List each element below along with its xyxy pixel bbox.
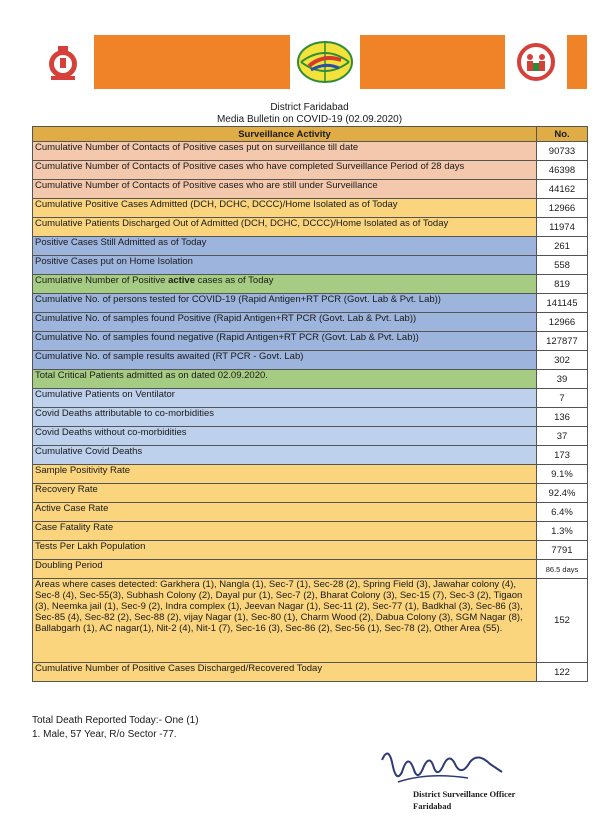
row-label: Cumulative Number of Contacts of Positive cases put on surveillance till date [33,142,537,161]
table-row [33,503,588,522]
table-row [33,560,588,579]
health-department-logo-icon [505,35,567,89]
table-row [33,579,588,663]
row-label: Cumulative Patients Discharged Out of Admitted (DCH, DCHC, DCCC)/Home Isolated as of Today [33,218,537,237]
row-value: 46398 [537,161,588,180]
signatory-title: District Surveillance Officer [413,789,516,799]
row-label: Cumulative Covid Deaths [33,446,537,465]
row-value: 12966 [537,313,588,332]
haryana-emblem-icon [32,35,94,89]
row-value: 141145 [537,294,588,313]
row-label: Total Critical Patients admitted as on dated 02.09.2020. [33,370,537,389]
table-row [33,180,588,199]
row-value: 6.4% [537,503,588,522]
table-row [33,294,588,313]
row-label: Cumulative No. of samples found negative (Rapid Antigen+RT PCR (Govt. Lab & Pvt. Lab)) [33,332,537,351]
table-row [33,199,588,218]
district-title: District Faridabad [270,102,349,113]
row-value: 261 [537,237,588,256]
table-row [33,465,588,484]
table-row [33,427,588,446]
row-label-part: Cumulative Number of Positive [35,275,169,286]
row-label [33,275,537,294]
row-value: 12966 [537,199,588,218]
table-row [33,313,588,332]
row-value: 7791 [537,541,588,560]
signatory [413,788,515,812]
signature-icon [378,742,508,792]
row-label: Covid Deaths attributable to co-morbidities [33,408,537,427]
table-row [33,275,588,294]
row-label: Cumulative No. of persons tested for COVID-19 (Rapid Antigen+RT PCR (Govt. Lab & Pvt. Lab)) [33,294,537,313]
table-row [33,161,588,180]
table-row [33,389,588,408]
row-value: 39 [537,370,588,389]
row-label: Cumulative Number of Contacts of Positive cases who have completed Surveillance Period of 28 days [33,161,537,180]
table-row [33,446,588,465]
row-label-bold: active [168,275,195,286]
death-report-detail: 1. Male, 57 Year, R/o Sector -77. [32,729,177,740]
bulletin-title [32,102,587,126]
row-label: Cumulative No. of sample results awaited (RT PCR - Govt. Lab) [33,351,537,370]
row-value: 302 [537,351,588,370]
column-header-activity: Surveillance Activity [33,127,537,142]
row-label: Recovery Rate [33,484,537,503]
table-row [33,663,588,682]
table-row [33,237,588,256]
row-value: 86.5 days [537,560,588,579]
row-label-part: cases as of Today [195,275,274,286]
bulletin-subtitle: Media Bulletin on COVID-19 (02.09.2020) [216,114,403,125]
row-label: Sample Positivity Rate [33,465,537,484]
table-row [33,332,588,351]
row-label: Doubling Period [33,560,537,579]
row-label: Cumulative Positive Cases Admitted (DCH, DCHC, DCCC)/Home Isolated as of Today [33,199,537,218]
column-header-no: No. [537,127,588,142]
table-row [33,370,588,389]
death-report [32,714,199,742]
row-value: 90733 [537,142,588,161]
globe-logo-icon [290,35,360,89]
signatory-place: Faridabad [413,801,452,811]
row-label: Positive Cases put on Home Isolation [33,256,537,275]
row-label: Cumulative No. of samples found Positive (Rapid Antigen+RT PCR (Govt. Lab & Pvt. Lab)) [33,313,537,332]
row-value: 7 [537,389,588,408]
row-value: 37 [537,427,588,446]
surveillance-table [32,126,588,682]
row-label: Tests Per Lakh Population [33,541,537,560]
row-value: 819 [537,275,588,294]
areas-detected-label: Areas where cases detected: Garkhera (1), Nangla (1), Sec-7 (1), Sec-28 (2), Spring Field (3), Jawahar colony (4), Sec-8 (4), Sec-55(3), Subhash Colony (2), Dayal pur (1), Sec-7 (2), Bharat Colony (3), Sec-15 (7), Sec-3 (2), Tigaon (3), Neemka jail (1), Sec-9 (2), Indra complex (1), Jeevan Nagar (1), Sec-11 (2), Sec-77 (1), Badkhal (3), Sec-86 (3), Sec-85 (4), Sec-82 (2), Sec-88 (2), vijay Nagar (1), Sec-80 (1), Charm Wood (2), Dabua Colony (3), SGM Nagar (8), Ballabgarh (1), AC nagar(1), Nit-2 (4), Nit-1 (7), Sec-16 (3), Sec-86 (2), Sec-56 (1), Sec-78 (2), Other Area (55). [33,579,537,663]
row-label: Cumulative Number of Contacts of Positive cases who are still under Surveillance [33,180,537,199]
table-row [33,218,588,237]
table-row [33,351,588,370]
table-header-row [33,127,588,142]
table-row [33,256,588,275]
row-label: Covid Deaths without co-morbidities [33,427,537,446]
row-value: 558 [537,256,588,275]
row-value: 173 [537,446,588,465]
row-label: Positive Cases Still Admitted as of Today [33,237,537,256]
row-value: 152 [537,579,588,663]
row-value: 44162 [537,180,588,199]
row-label: Active Case Rate [33,503,537,522]
row-value: 92.4% [537,484,588,503]
row-value: 127877 [537,332,588,351]
row-value: 1.3% [537,522,588,541]
row-value: 122 [537,663,588,682]
table-row [33,142,588,161]
row-label: Cumulative Patients on Ventilator [33,389,537,408]
row-value: 11974 [537,218,588,237]
table-row [33,522,588,541]
death-report-line: Total Death Reported Today:- One (1) [32,715,199,726]
row-value: 9.1% [537,465,588,484]
table-row [33,484,588,503]
row-value: 136 [537,408,588,427]
row-label: Case Fatality Rate [33,522,537,541]
row-label: Cumulative Number of Positive Cases Discharged/Recovered Today [33,663,537,682]
table-row [33,408,588,427]
table-row [33,541,588,560]
